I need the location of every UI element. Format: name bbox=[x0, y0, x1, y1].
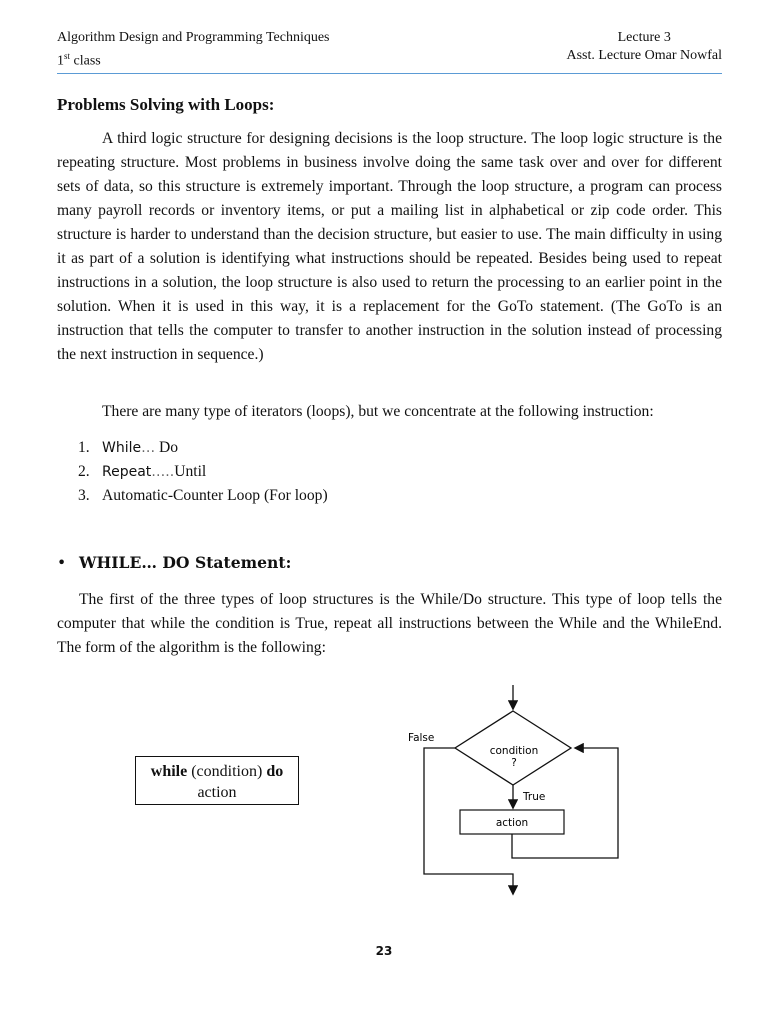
list-item-keyword: While bbox=[102, 440, 142, 456]
page-number: 23 bbox=[375, 944, 393, 958]
list-item bbox=[78, 436, 328, 460]
list-item-keyword: Repeat bbox=[102, 464, 152, 480]
list-item-text: Automatic-Counter Loop (For loop) bbox=[102, 487, 328, 504]
condition-question: ? bbox=[511, 757, 517, 769]
class-superscript: st bbox=[64, 51, 71, 61]
list-number: 1. bbox=[78, 439, 90, 456]
true-label: True bbox=[523, 791, 546, 803]
action-label: action bbox=[495, 817, 529, 829]
bullet-icon: • bbox=[57, 554, 67, 572]
class-number: 1 bbox=[57, 53, 64, 69]
while-do-heading bbox=[57, 553, 291, 572]
iterators-paragraph: There are many type of iterators (loops), but we concentrate at the following instruction: bbox=[102, 403, 654, 420]
header-rule bbox=[57, 73, 722, 74]
course-title: Algorithm Design and Programming Techniques bbox=[57, 30, 330, 45]
header-left bbox=[57, 29, 330, 71]
list-item bbox=[78, 484, 328, 508]
lecture-number: Lecture 3 bbox=[617, 30, 671, 45]
while-flowchart bbox=[380, 680, 640, 905]
list-item-keyword: Do bbox=[155, 439, 179, 456]
list-number: 2. bbox=[78, 463, 90, 480]
list-number: 3. bbox=[78, 487, 90, 504]
loop-back-line bbox=[512, 748, 618, 858]
loop-types-list bbox=[78, 436, 328, 508]
pseudocode-box bbox=[135, 756, 299, 805]
false-label: False bbox=[408, 732, 435, 744]
list-item bbox=[78, 460, 328, 484]
lecturer-name: Asst. Lecture Omar Nowfal bbox=[566, 48, 722, 63]
list-item-keyword: Until bbox=[174, 463, 207, 480]
heading-text: WHILE… DO Statement: bbox=[79, 553, 292, 572]
action-text: action bbox=[197, 784, 237, 801]
keyword-while: while bbox=[150, 763, 188, 780]
class-label bbox=[57, 47, 330, 71]
ellipsis: ….. bbox=[151, 464, 175, 480]
intro-paragraph: A third logic structure for designing decisions is the loop structure. The loop logic structure is the repeating structure. Most problems in business involve doing the same task over and over for different sets of data, so this structure is extremely important. Through the loop structure, a program can process many payroll records or inventory items, or put a mailing list in alphabetical or zip code order. This structure is harder to understand than the decision structure, but easier to use. The main difficulty in using it as part of a solution is identifying what instructions should be repeated. Besides being used to repeat instructions in a solution, the loop structure is also used to return the processing to an earlier point in the solution. When it is used in this way, it is a replacement for the GoTo statement. (The GoTo is an instruction that tells the computer to transfer to another instruction in the solution instead of processing the next instruction in sequence.) bbox=[57, 130, 722, 363]
condition-label: condition bbox=[489, 745, 539, 757]
header-right bbox=[566, 29, 722, 65]
ellipsis: … bbox=[141, 440, 156, 456]
condition-text: (condition) bbox=[187, 763, 267, 780]
keyword-do: do bbox=[266, 763, 284, 780]
class-word: class bbox=[70, 53, 101, 69]
section-title: Problems Solving with Loops: bbox=[57, 95, 275, 114]
while-do-paragraph: The first of the three types of loop structures is the While/Do structure. This type of loop tells the computer that while the condition is True, repeat all instructions between the While and the WhileEnd. The form of the algorithm is the following: bbox=[57, 591, 722, 656]
